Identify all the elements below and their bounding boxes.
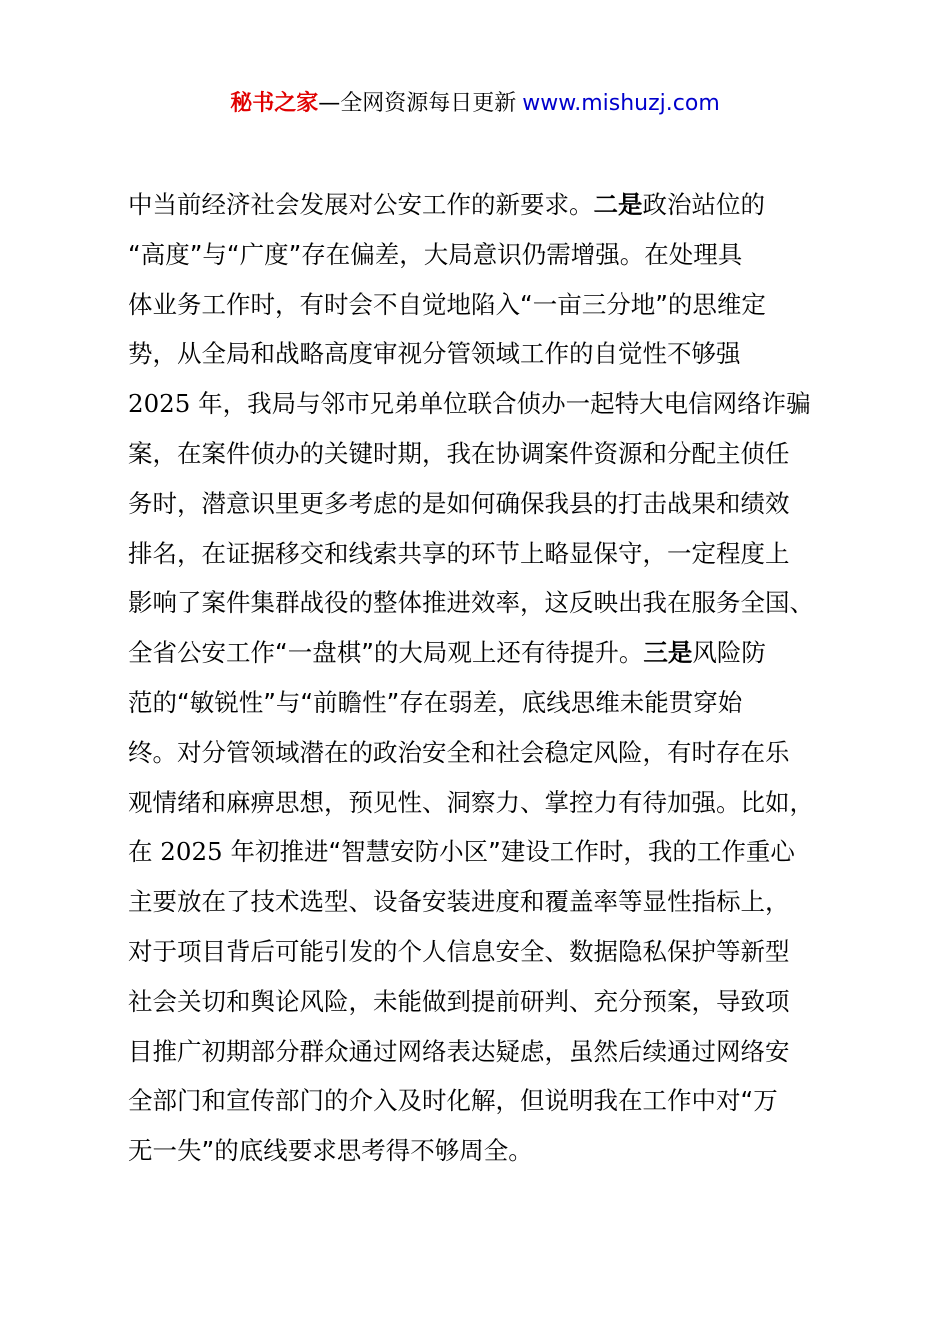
- text-segment: 中当前经济社会发展对公安工作的新要求。: [128, 190, 594, 219]
- text-segment: 全省公安工作“一盘棋”的大局观上还有待提升。: [128, 638, 644, 668]
- document-body: [128, 180, 848, 1176]
- paragraph-line: [128, 628, 848, 678]
- paragraph-line: [128, 1076, 848, 1126]
- paragraph-line: [128, 877, 848, 927]
- paragraph-line: [128, 977, 848, 1027]
- paragraph-line: [128, 578, 848, 628]
- paragraph-line: [128, 728, 848, 778]
- header-tagline: —全网资源每日更新: [318, 91, 517, 116]
- text-segment: 目推广初期部分群众通过网络表达疑虑，虽然后续通过网络安: [128, 1036, 790, 1066]
- text-segment: 无一失”的底线要求思考得不够周全。: [128, 1136, 533, 1166]
- paragraph-line: [128, 778, 848, 828]
- text-segment: 势，从全局和战略高度审视分管领域工作的自觉性不够强: [128, 339, 741, 369]
- paragraph-line: [128, 180, 848, 230]
- text-segment: 社会关切和舆论风险，未能做到提前研判、充分预案，导致项: [128, 986, 790, 1016]
- paragraph-line: [128, 1126, 848, 1176]
- text-segment: 风险防: [692, 638, 766, 668]
- brand-name: 秘书之家: [230, 91, 319, 116]
- paragraph-line: [128, 329, 848, 379]
- text-segment: 年初推进“智慧安防小区”建设工作时，我的工作重心: [222, 837, 795, 867]
- bold-text-segment: 三是: [643, 638, 693, 668]
- site-url-link[interactable]: www.mishuzj.com: [522, 91, 720, 116]
- page-header: [0, 86, 950, 122]
- text-segment: 终。对分管领域潜在的政治安全和社会稳定风险，有时存在乐: [128, 737, 790, 767]
- text-segment: 年，我局与邻市兄弟单位联合侦办一起特大电信网络诈骗: [190, 389, 811, 419]
- text-segment: 主要放在了技术选型、设备安装进度和覆盖率等显性指标上，: [128, 887, 790, 917]
- paragraph-line: [128, 479, 848, 529]
- paragraph-line: [128, 529, 848, 579]
- number-text-segment: 2025: [160, 837, 223, 867]
- number-text-segment: 2025: [128, 389, 191, 419]
- paragraph-line: [128, 379, 848, 429]
- text-segment: 影响了案件集群战役的整体推进效率，这反映出我在服务全国、: [128, 588, 814, 618]
- paragraph-line: [128, 230, 848, 280]
- text-segment: “高度”与“广度”存在偏差，大局意识仍需增强。在处理具: [128, 239, 743, 269]
- paragraph-line: [128, 280, 848, 330]
- text-segment: 范的“敏锐性”与“前瞻性”存在弱差，底线思维未能贯穿始: [128, 687, 743, 717]
- text-segment: 全部门和宣传部门的介入及时化解，但说明我在工作中对“万: [128, 1086, 778, 1116]
- text-segment: 案，在案件侦办的关键时期，我在协调案件资源和分配主侦任: [128, 438, 790, 468]
- paragraph-line: [128, 827, 848, 877]
- paragraph-line: [128, 429, 848, 479]
- paragraph-line: [128, 678, 848, 728]
- text-segment: 政治站位的: [642, 190, 765, 219]
- text-segment: 务时，潜意识里更多考虑的是如何确保我县的打击战果和绩效: [128, 488, 790, 518]
- text-segment: 在: [128, 837, 161, 867]
- paragraph-line: [128, 927, 848, 977]
- paragraph-line: [128, 1027, 848, 1077]
- text-segment: 体业务工作时，有时会不自觉地陷入“一亩三分地”的思维定: [128, 289, 766, 319]
- text-segment: 排名，在证据移交和线索共享的环节上略显保守，一定程度上: [128, 538, 790, 568]
- text-segment: 观情绪和麻痹思想，预见性、洞察力、掌控力有待加强。比如，: [128, 787, 814, 817]
- bold-text-segment: 二是: [593, 190, 643, 219]
- text-segment: 对于项目背后可能引发的个人信息安全、数据隐私保护等新型: [128, 936, 790, 966]
